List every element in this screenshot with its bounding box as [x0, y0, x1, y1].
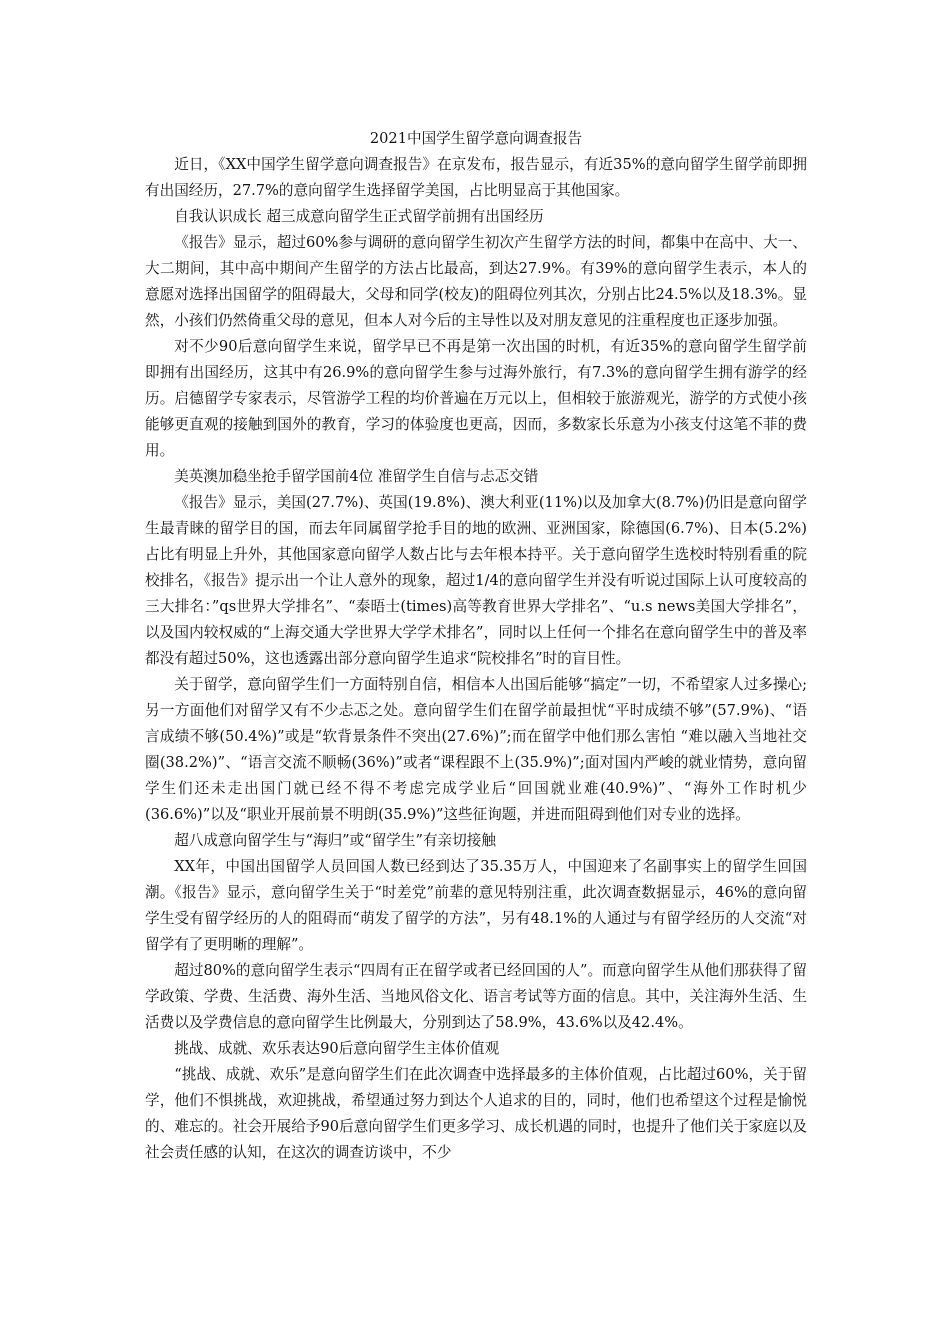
- paragraph-returnees: XX年，中国出国留学人员回国人数已经到达了35.35万人，中国迎来了名副事实上的留学生回国潮。《报告》显示，意向留学生关于“时差党”前辈的意见特别注重，此次调查数据显示，46%的意向留学生受有留学经历的人的阻碍而“萌发了留学的方法”，另有48.1%的人通过与有留学经历的人交流“对留学有了更明晰的理解”。: [145, 858, 807, 953]
- paragraph-destinations: 《报告》显示，美国(27.7%)、英国(19.8%)、澳大利亚(11%)以及加拿大(8.7%)仍旧是意向留学生最青睐的留学目的国，而去年同属留学抢手目的地的欧洲、亚洲国家，除德国(6.7%)、日本(5.2%)占比有明显上升外，其他国家意向留学人数占比与去年根本持平。关于意向留学生选校时特别看重的院校排名，《报告》提示出一个让人意外的现象，超过1/4的意向留学生并没有听说过国际上认可度较高的三大排名：”qs世界大学排名”、“泰晤士(times)高等教育世界大学排名”、“u.s news美国大学排名”，以及国内较权威的“上海交通大学世界大学学术排名”，同时以上任何一个排名在意向留学生中的普及率都没有超过50%，这也透露出部分意向留学生追求“院校排名”时的盲目性。: [145, 494, 807, 667]
- paragraph-worries: 关于留学，意向留学生们一方面特别自信，相信本人出国后能够“搞定”一切，不希望家人过多操心;另一方面他们对留学又有不少忐忑之处。意向留学生们在留学前最担忧“平时成绩不够”(57.9%)、“语言成绩不够(50.4%)”或是“软背景条件不突出(27.6%)”;而在留学中他们那么害怕 “难以融入当地社交圈(38.2%)”、“语言交流不顺畅(36%)”或者“课程跟不上(35.9%)”;面对国内严峻的就业情势，意向留学生们还未走出国门就已经不得不考虑完成学业后“回国就业难(40.9%)”、“海外工作时机少(36.6%)”以及“职业开展前景不明朗(35.9%)”这些征询题，并进而阻碍到他们对专业的选择。: [145, 676, 807, 823]
- document-title: 2021中国学生留学意向调查报告: [369, 130, 583, 147]
- paragraph-report-timing: 《报告》显示，超过60%参与调研的意向留学生初次产生留学方法的时间，都集中在高中、大一、大二期间，其中高中期间产生留学的方法占比最高，到达27.9%。有39%的意向留学生表示，本人的意愿对选择出国留学的阻碍最大，父母和同学(校友)的阻碍位列其次，分别占比24.5%以及18.3%。显然，小孩们仍然倚重父母的意见，但本人对今后的主导性以及对朋友意见的注重程度也正逐步加强。: [145, 234, 807, 329]
- section-heading-returnees: 超八成意向留学生与“海归”或“留学生”有亲切接触: [174, 832, 496, 849]
- paragraph-values: “挑战、成就、欢乐”是意向留学生们在此次调查中选择最多的主体价值观，占比超过60%，关于留学，他们不惧挑战，欢迎挑战，希望通过努力到达个人追求的目的，同时，他们也希望这个过程是愉悦的、难忘的。社会开展给予90后意向留学生们更多学习、成长机遇的同时，也提升了他们关于家庭以及社会责任感的认知，在这次的调查访谈中，不少: [145, 1066, 807, 1161]
- section-heading-values: 挑战、成就、欢乐表达90后意向留学生主体价值观: [174, 1040, 500, 1057]
- section-heading-self-growth: 自我认识成长 超三成意向留学生正式留学前拥有出国经历: [174, 208, 544, 225]
- paragraph-overseas-experience: 对不少90后意向留学生来说，留学早已不再是第一次出国的时机，有近35%的意向留学生留学前即拥有出国经历，这其中有26.9%的意向留学生参与过海外旅行，有7.3%的意向留学生拥有游学的经历。启德留学专家表示，尽管游学工程的均价普遍在万元以上，但相较于旅游观光，游学的方式使小孩能够更直观的接触到国外的教育，学习的体验度也更高，因而，多数家长乐意为小孩支付这笔不菲的费用。: [145, 338, 807, 459]
- section-heading-destinations: 美英澳加稳坐抢手留学国前4位 准留学生自信与忐忑交错: [174, 468, 539, 485]
- document-page: [145, 126, 807, 1166]
- paragraph-information: 超过80%的意向留学生表示“四周有正在留学或者已经回国的人”。而意向留学生从他们那获得了留学政策、学费、生活费、海外生活、当地风俗文化、语言考试等方面的信息。其中，关注海外生活、生活费以及学费信息的意向留学生比例最大，分别到达了58.9%，43.6%以及42.4%。: [145, 962, 807, 1031]
- paragraph-intro: 近日，《XX中国学生留学意向调查报告》在京发布，报告显示，有近35%的意向留学生留学前即拥有出国经历，27.7%的意向留学生选择留学美国，占比明显高于其他国家。: [145, 156, 807, 199]
